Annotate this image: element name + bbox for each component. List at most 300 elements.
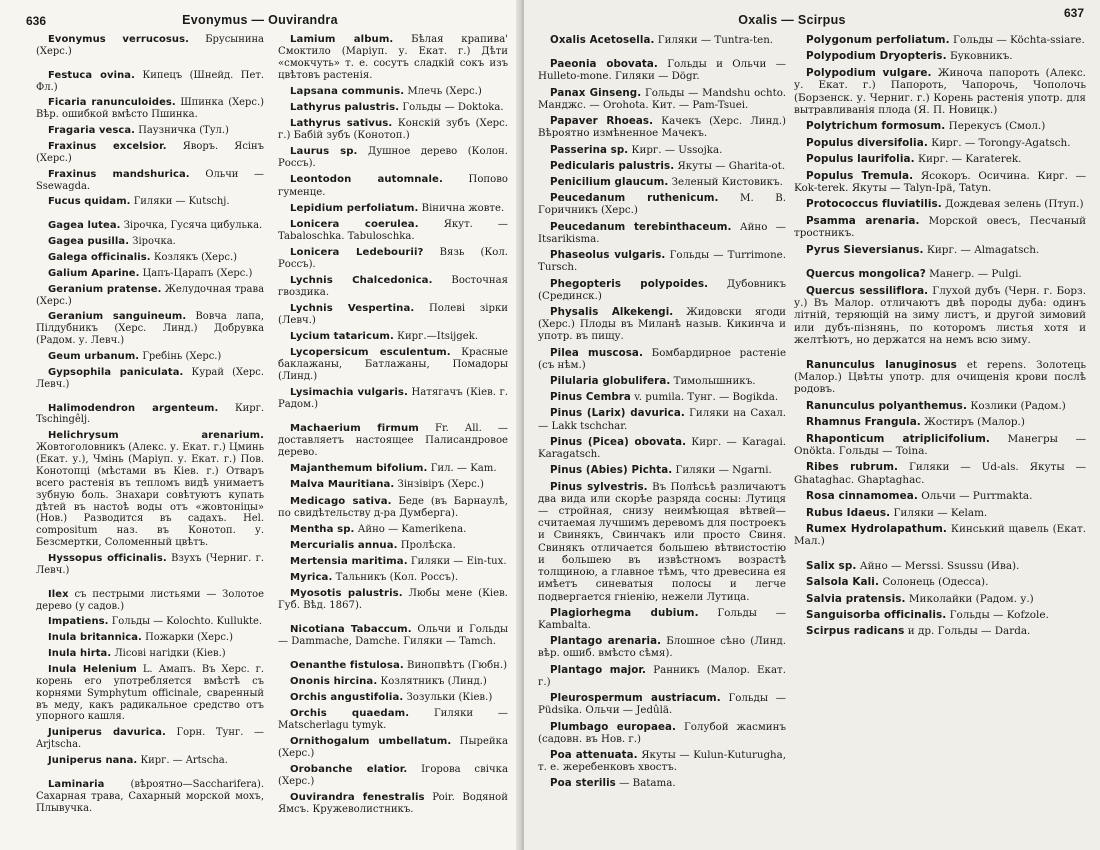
dictionary-entry bbox=[278, 479, 508, 491]
species-name: Nicotiana Tabaccum. bbox=[290, 623, 412, 635]
species-name: Laminaria bbox=[48, 778, 105, 790]
dictionary-entry bbox=[36, 268, 264, 280]
dictionary-entry bbox=[36, 779, 264, 815]
entry-text: Гиляки — Ud-als. Якуты — Ghataghac. Ghaptaghac. bbox=[794, 461, 1086, 486]
dictionary-entry bbox=[794, 50, 1086, 62]
dictionary-entry bbox=[538, 249, 786, 273]
species-name: Pyrus Sieversianus. bbox=[806, 243, 924, 256]
entry-text: Бомбардирное растеніе (съ нѣм.) bbox=[538, 346, 787, 371]
dictionary-entry bbox=[36, 403, 264, 427]
page-header bbox=[0, 12, 520, 34]
species-name: Mertensia maritima. bbox=[290, 555, 408, 567]
species-name: Poa sterilis bbox=[550, 777, 616, 790]
species-name: Lathyrus palustris. bbox=[290, 102, 400, 114]
dictionary-entry bbox=[538, 176, 786, 188]
entry-text: Тимолышникъ. bbox=[670, 375, 756, 388]
entry-text: Восточная гвоздика. bbox=[278, 274, 508, 298]
entry-text: Желудочная трава (Херс.) bbox=[36, 283, 264, 307]
dictionary-entry bbox=[794, 523, 1086, 548]
dictionary-entry bbox=[794, 285, 1086, 347]
entry-text: Айно — Itsarikisma. bbox=[538, 220, 786, 245]
dictionary-entry bbox=[36, 367, 264, 391]
entry-text: Гольды — Köchta-ssiare. bbox=[949, 34, 1085, 46]
dictionary-entry bbox=[278, 219, 508, 243]
dictionary-entry bbox=[278, 792, 508, 816]
species-name: Rosa cinnamomea. bbox=[806, 490, 918, 503]
dictionary-entry bbox=[278, 540, 508, 552]
dictionary-entry bbox=[36, 34, 264, 58]
dictionary-entry bbox=[538, 391, 786, 403]
species-name: Helichrysum arenarium. bbox=[48, 430, 264, 442]
entry-text: Зозульки (Кіев.) bbox=[403, 692, 493, 704]
species-name: Lathyrus sativus. bbox=[290, 118, 393, 130]
species-name: Geum urbanum. bbox=[48, 351, 140, 363]
dictionary-entry bbox=[36, 196, 264, 208]
dictionary-entry bbox=[278, 146, 508, 170]
dictionary-entry bbox=[36, 632, 264, 644]
entry-text: Блошное сѣно (Линд. вѣр. ошиб. вмѣсто сѣмя). bbox=[538, 635, 786, 660]
species-name: Sanguisorba officinalis. bbox=[806, 609, 947, 622]
dictionary-entry bbox=[278, 303, 508, 327]
dictionary-entry bbox=[538, 664, 786, 688]
species-name: Plumbago europaea. bbox=[550, 720, 677, 733]
entry-text: Вовча лапа, Пілдубникъ (Херс. Линд.) Добрувка (Радом. у. Левч.) bbox=[36, 311, 265, 347]
entry-text: Ольчи — Purrmakta. bbox=[917, 490, 1033, 503]
entry-text: Красные баклажаны, Батлажаны, Помадоры (Линд.) bbox=[278, 347, 508, 383]
entry-text: Козлики (Радом.) bbox=[967, 399, 1066, 412]
dictionary-entry bbox=[278, 174, 508, 198]
dictionary-entry bbox=[278, 275, 508, 299]
dictionary-entry bbox=[278, 676, 508, 688]
species-name: Phaseolus vulgaris. bbox=[550, 249, 666, 262]
dictionary-entry bbox=[278, 764, 508, 788]
dictionary-entry bbox=[36, 648, 264, 660]
dictionary-entry bbox=[36, 664, 264, 723]
species-name: Ornithogalum umbellatum. bbox=[290, 736, 452, 748]
entry-text: Конскій зубъ (Херс. г.) Бабій зубъ (Конотоп.) bbox=[278, 118, 508, 142]
dictionary-entry bbox=[794, 215, 1086, 240]
dictionary-entry bbox=[36, 220, 264, 232]
species-name: Orobanche elatior. bbox=[290, 764, 408, 776]
entry-text: Жовтоголовникъ (Алекс. у. Екат. г.) Цминь (Екат. у.), Чмінь (Маріуп. у. Екат. г.) Пов. Конотопці (мѣстами въ Кіев. г.) Отваръ всего растенія въ тепломъ видѣ унимаетъ зубную боль. Знахари совѣтуютъ купать дѣтей въ настоѣ воды отъ «жовтоніцы» (Нов.) Разводится въ садахъ. Hel. compositum нaз. въ Конотоп. у. Безсмертки, Соломенный цвѣтъ. bbox=[36, 442, 264, 549]
species-name: Hyssopus officinalis. bbox=[48, 552, 167, 564]
entry-text: Пожарки (Херс.) bbox=[141, 632, 233, 644]
dictionary-entry bbox=[278, 708, 508, 732]
entry-text: Бѣлая крапива' Смоктило (Маріуп. у. Екат. г.) Дѣти «смокчуть» т. е. сосутъ сладкій сокъ изъ цвѣтовъ растенія. bbox=[278, 34, 508, 82]
entry-text: Гиляки — Tuntra-ten. bbox=[654, 34, 774, 46]
right-page bbox=[524, 0, 1100, 850]
dictionary-entry bbox=[538, 436, 786, 460]
species-name: Majanthemum bifolium. bbox=[290, 463, 428, 475]
species-name: Salix sp. bbox=[806, 559, 857, 572]
species-name: Laurus sp. bbox=[290, 146, 358, 158]
entry-text: Лісові нагідки (Кіев.) bbox=[111, 648, 226, 660]
species-name: Evonymus verrucosus. bbox=[48, 34, 189, 45]
entry-text: Дождевая зелень (Птуп.) bbox=[941, 198, 1084, 211]
entry-text: Гольды и Ольчи — Hulleto-mone. Гиляки — Dögr. bbox=[538, 58, 786, 83]
species-name: Mercurialis annua. bbox=[290, 539, 398, 551]
entry-text: Морской овесъ, Песчаный тростникъ. bbox=[794, 214, 1087, 240]
dictionary-entry bbox=[278, 34, 508, 82]
entry-text: Цапъ-Царапъ (Херс.) bbox=[139, 267, 253, 279]
species-name: Galega officinalis. bbox=[48, 252, 151, 264]
species-name: Mentha sp. bbox=[290, 523, 355, 535]
species-name: Polypodium Dryopteris. bbox=[806, 50, 947, 63]
entry-text: Голубой жасминъ (садовн. въ Нов. г.) bbox=[538, 720, 786, 745]
species-name: Plantago major. bbox=[550, 663, 647, 676]
species-name: Penicilium glaucum. bbox=[550, 175, 669, 188]
dictionary-entry bbox=[278, 118, 508, 142]
species-name: Psamma arenaria. bbox=[806, 214, 920, 227]
dictionary-entry bbox=[36, 616, 264, 628]
entry-text: Гольды — Mandshu ochto. Манджс. — Orohota. Кит. — Pam-Tsuei. bbox=[538, 86, 786, 111]
dictionary-entry bbox=[36, 236, 264, 248]
species-name: Salsola Kali. bbox=[806, 576, 880, 589]
dictionary-entry bbox=[538, 692, 786, 716]
dictionary-entry bbox=[794, 625, 1086, 637]
entry-text: Якуты — Gharita-ot. bbox=[674, 159, 786, 172]
dictionary-entry bbox=[278, 463, 508, 475]
entry-text: Гиляки на Сахал. — Lakk tschchar. bbox=[538, 407, 787, 432]
entry-text: Ранникъ (Малор. Екат. г.) bbox=[538, 663, 786, 688]
species-name: Juniperus nana. bbox=[48, 754, 138, 766]
dictionary-entry bbox=[278, 624, 508, 648]
dictionary-entry bbox=[278, 692, 508, 704]
species-name: Ononis hircina. bbox=[290, 676, 378, 688]
entry-text: Кинський щавель (Екат. Мал.) bbox=[794, 523, 1086, 548]
dictionary-entry bbox=[794, 490, 1086, 502]
dictionary-entry bbox=[278, 496, 508, 520]
entry-text: Млечь (Херс.) bbox=[404, 86, 482, 98]
dictionary-entry bbox=[538, 407, 786, 431]
species-name: Inula britannica. bbox=[48, 632, 142, 644]
species-name: Rubus Idaeus. bbox=[806, 506, 891, 519]
entry-text: Ясокоръ. Осичина. Кирг. — Kok-terek. Якуты — Talyn-Ipä, Tatyn. bbox=[794, 169, 1086, 195]
dictionary-entry bbox=[278, 86, 508, 98]
entry-text: Горн. Тунг. — Arjtscha. bbox=[36, 727, 264, 751]
entry-text: Вязь (Кол. Россъ). bbox=[278, 246, 508, 270]
entry-text: et repens. Золотець (Малор.) Цвѣты употр. для очищенія крови послѣ родовъ. bbox=[794, 358, 1086, 396]
entry-text: Кирг. — Karaterek. bbox=[914, 153, 1022, 166]
dictionary-entry bbox=[538, 278, 786, 302]
dictionary-entry bbox=[794, 244, 1086, 256]
species-name: Populus diversifolia. bbox=[806, 136, 928, 149]
species-name: Polytrichum formosum. bbox=[806, 120, 946, 133]
dictionary-entry bbox=[538, 87, 786, 111]
dictionary-entry bbox=[794, 359, 1086, 396]
entry-text: Качекъ (Херс. Линд.) Вѣроятно измѣненное Мачекъ. bbox=[538, 115, 786, 140]
species-name: Gagea lutea. bbox=[48, 220, 121, 232]
entry-text: Кирг. — Karagai. Karagatsch. bbox=[538, 435, 786, 461]
dictionary-entry bbox=[538, 58, 786, 82]
species-name: Myrica. bbox=[290, 571, 333, 583]
species-name: Pilularia globulifera. bbox=[550, 375, 671, 388]
dictionary-entry bbox=[278, 247, 508, 271]
dictionary-entry bbox=[36, 97, 264, 121]
entry-text: L. Амапъ. Въ Херс. г. корень его употребляется вмѣстѣ съ корнями Symphytum officinale, сваренный въ меду, какъ радикальное средство отъ упорного кашля. bbox=[36, 663, 264, 723]
entry-text: Жостиръ (Малор.) bbox=[920, 416, 1025, 429]
entry-text: Гиляки — Ein-tux. bbox=[407, 555, 507, 567]
dictionary-entry bbox=[278, 588, 508, 612]
species-name: Gypsophila paniculata. bbox=[48, 366, 184, 378]
species-name: Scirpus radicans bbox=[806, 625, 905, 638]
species-name: Medicago sativa. bbox=[290, 495, 392, 507]
species-name: Lepidium perfoliatum. bbox=[290, 202, 419, 214]
dictionary-entry bbox=[794, 153, 1086, 165]
dictionary-entry bbox=[794, 400, 1086, 412]
dictionary-entry bbox=[278, 572, 508, 584]
species-name: Ranunculus polyanthemus. bbox=[806, 399, 968, 412]
species-name: Halimodendron argenteum. bbox=[48, 402, 219, 414]
species-name: Leontodon automnale. bbox=[290, 174, 443, 186]
running-title: Evonymus — Ouvirandra bbox=[182, 13, 338, 27]
entry-text: Айно — Merssi. Ssussu (Ива). bbox=[856, 559, 1020, 572]
dictionary-entry bbox=[538, 160, 786, 172]
entry-text: — Batama. bbox=[615, 777, 676, 790]
entry-text: Зінзівіръ (Херс.) bbox=[394, 479, 484, 491]
entry-text: Зірочка, Гусяча цибулька. bbox=[120, 220, 263, 232]
dictionary-entry bbox=[794, 507, 1086, 519]
species-name: Panax Ginseng. bbox=[550, 86, 642, 99]
entry-text: Гиляки — Ngarni. bbox=[672, 464, 772, 477]
entry-text: Вінична жовте. bbox=[418, 202, 505, 214]
dictionary-entry bbox=[36, 70, 264, 94]
dictionary-entry bbox=[538, 607, 786, 631]
entry-text: Кирг. — Almagatsch. bbox=[923, 243, 1040, 256]
species-name: Populus laurifolia. bbox=[806, 153, 915, 166]
page-number: 637 bbox=[1063, 6, 1084, 20]
entry-text: Манегры — Onökta. Гольды — Toina. bbox=[794, 432, 1086, 457]
dictionary-entry bbox=[538, 777, 786, 789]
species-name: Pedicularis palustris. bbox=[550, 159, 675, 172]
entry-text: Манегр. — Pulgi. bbox=[925, 268, 1022, 281]
text-column bbox=[36, 34, 264, 818]
entry-text: Зірочка. bbox=[129, 236, 176, 248]
entry-text: и др. Гольды — Darda. bbox=[904, 625, 1031, 638]
species-name: Juniperus davurica. bbox=[48, 727, 166, 739]
species-name: Paeonia obovata. bbox=[550, 58, 658, 71]
entry-text: Гольды — Kofzole. bbox=[946, 609, 1049, 622]
entry-text: Гил. — Kam. bbox=[427, 463, 497, 475]
dictionary-entry bbox=[794, 268, 1086, 280]
dictionary-entry bbox=[794, 137, 1086, 149]
entry-text: Пролѣска. bbox=[397, 539, 456, 551]
species-name: Rumex Hydrolapathum. bbox=[806, 523, 947, 535]
entry-text: Взухъ (Черниг. г. Левч.) bbox=[36, 552, 264, 576]
species-name: Pinus Cembra bbox=[550, 391, 631, 404]
entry-text: Дубовникъ (Срединск.) bbox=[538, 277, 786, 302]
species-name: Ouvirandra fenestralis bbox=[290, 792, 425, 804]
species-name: Ranunculus lanuginosus bbox=[806, 358, 957, 371]
entry-text: Кирг. — Ussojka. bbox=[628, 143, 723, 156]
species-name: Festuca ovina. bbox=[48, 69, 135, 81]
entry-text: Козлятникъ (Линд.) bbox=[377, 676, 487, 688]
species-name: Orchis quaedam. bbox=[290, 708, 410, 720]
species-name: Gagea pusilla. bbox=[48, 236, 130, 248]
species-name: Quercus sessiliflora. bbox=[806, 284, 929, 297]
dictionary-entry bbox=[794, 461, 1086, 486]
entry-text: v. pumila. Тунг. — Bogikda. bbox=[630, 391, 779, 404]
entry-text: Якут. — Tabaloschka. Tabuloschka. bbox=[278, 218, 509, 242]
dictionary-entry bbox=[794, 170, 1086, 195]
entry-text: Паузничка (Тул.) bbox=[135, 125, 229, 137]
species-name: Pinus sylvestris. bbox=[550, 480, 648, 493]
entry-text: Гольды — Kambalta. bbox=[538, 606, 786, 631]
entry-text: Гольды — Doktoka. bbox=[399, 102, 504, 114]
entry-text: Миколайки (Радом. у.) bbox=[905, 592, 1034, 605]
entry-text: Гиляки — Kelam. bbox=[890, 506, 988, 519]
species-name: Ficaria ranunculoides. bbox=[48, 97, 176, 109]
species-name: Poa attenuata. bbox=[550, 748, 638, 761]
species-name: Pleurospermum austriacum. bbox=[550, 692, 721, 705]
species-name: Polypodium vulgare. bbox=[806, 66, 932, 79]
dictionary-entry bbox=[36, 351, 264, 363]
entry-text: Любы мене (Кіев. Губ. Вѣд. 1867). bbox=[278, 587, 508, 611]
entry-text: Винопвѣтъ (Гюбн.) bbox=[403, 659, 508, 671]
species-name: Lamium album. bbox=[290, 34, 394, 45]
species-name: Peucedanum terebinthaceum. bbox=[550, 220, 732, 233]
dictionary-entry bbox=[794, 34, 1086, 46]
text-column bbox=[794, 34, 1086, 642]
species-name: Phegopteris polypoides. bbox=[550, 277, 709, 290]
dictionary-entry bbox=[36, 755, 264, 767]
species-name: Rhamnus Frangula. bbox=[806, 416, 921, 429]
dictionary-entry bbox=[278, 524, 508, 536]
species-name: Galium Aparine. bbox=[48, 267, 140, 279]
entry-text: Гольды — Püdsika. Ольчи — Jedûlä. bbox=[538, 692, 786, 717]
dictionary-entry bbox=[278, 102, 508, 114]
species-name: Oxalis Acetosella. bbox=[550, 34, 655, 46]
dictionary-entry bbox=[794, 67, 1086, 117]
entry-text: Яворъ. Ясінъ (Херс.) bbox=[36, 141, 265, 164]
dictionary-entry bbox=[278, 347, 508, 383]
dictionary-entry bbox=[538, 115, 786, 139]
species-name: Lysimachia vulgaris. bbox=[290, 387, 408, 399]
species-name: Impatiens. bbox=[48, 616, 109, 628]
species-name: Lychnis Vespertina. bbox=[290, 302, 415, 314]
dictionary-entry bbox=[36, 311, 264, 347]
species-name: Fragaria vesca. bbox=[48, 125, 136, 137]
species-name: Inula hirta. bbox=[48, 648, 112, 660]
species-name: Quercus mongolica? bbox=[806, 268, 926, 281]
dictionary-entry bbox=[36, 430, 264, 549]
species-name: Lycopersicum esculentum. bbox=[290, 347, 451, 359]
entry-text: Айно — Kamerikena. bbox=[354, 523, 467, 535]
dictionary-entry bbox=[538, 306, 786, 343]
species-name: Machaerium firmum bbox=[290, 423, 419, 435]
entry-text: Попово гуменце. bbox=[278, 174, 508, 198]
species-name: Plantago arenaria. bbox=[550, 635, 662, 648]
species-name: Lonicera coerulea. bbox=[290, 218, 419, 230]
entry-text: Беде (въ Барнаулѣ, по свидѣтельству д-ра Думберга). bbox=[278, 495, 508, 519]
dictionary-entry bbox=[278, 387, 508, 411]
entry-text: Якуты — Kulun-Kuturugha, т. е. жеребенковъ хвостъ. bbox=[538, 748, 786, 774]
entry-text: Тальникъ (Кол. Россъ). bbox=[332, 571, 459, 583]
dictionary-entry bbox=[538, 221, 786, 245]
entry-text: Ольчи и Гольды — Dammache, Damche. Гиляки — Tamch. bbox=[278, 623, 508, 647]
entry-text: Жидовски ягоди (Херс.) Плоды въ Миланѣ назыв. Кикинча и употр. въ пищу. bbox=[538, 305, 786, 343]
dictionary-entry bbox=[794, 593, 1086, 605]
entry-text: Кирг.—Itsijgek. bbox=[393, 330, 479, 342]
entry-text: Пырейка (Херс.) bbox=[278, 736, 508, 760]
entry-text: Кирг. Tschingêlj. bbox=[36, 402, 264, 426]
species-name: Physalis Alkekengi. bbox=[550, 305, 674, 318]
dictionary-entry bbox=[794, 560, 1086, 572]
entry-text: Солонець (Одесса). bbox=[879, 576, 989, 589]
entry-text: Жиноча папороть (Алекс. у. Екат. г.) Папороть, Чапорочь, Чополочь (Борзенск. у. Черниг. г.) Корень растенія употр. для вытравливанія плода (Я. П. Новицк.) bbox=[794, 66, 1086, 117]
species-name: Lychnis Chalcedonica. bbox=[290, 274, 433, 286]
species-name: Fucus quidam. bbox=[48, 196, 131, 208]
dictionary-entry bbox=[278, 331, 508, 343]
entry-text: Ольчи — Ssewagda. bbox=[36, 168, 264, 192]
text-column bbox=[278, 34, 508, 820]
dictionary-entry bbox=[794, 120, 1086, 132]
species-name: Fraxinus excelsior. bbox=[48, 141, 167, 153]
dictionary-entry bbox=[36, 252, 264, 264]
dictionary-entry bbox=[794, 433, 1086, 458]
species-name: Pinus (Abies) Pichta. bbox=[550, 464, 673, 477]
page-number: 636 bbox=[26, 14, 47, 28]
entry-text: Кирг. — Artscha. bbox=[137, 754, 228, 766]
species-name: Populus Tremula. bbox=[806, 169, 914, 182]
dictionary-entry bbox=[36, 589, 264, 613]
species-name: Pinus (Larix) davurica. bbox=[550, 407, 685, 420]
dictionary-entry bbox=[36, 553, 264, 577]
dictionary-entry bbox=[278, 736, 508, 760]
dictionary-entry bbox=[794, 609, 1086, 621]
entry-text: Душное дерево (Колон. Россъ). bbox=[278, 146, 508, 170]
entry-text: Полеві зірки (Левч.) bbox=[278, 302, 509, 326]
species-name: Pilea muscosa. bbox=[550, 346, 643, 359]
dictionary-entry bbox=[538, 144, 786, 156]
species-name: Lycium tataricum. bbox=[290, 330, 394, 342]
species-name: Ribes rubrum. bbox=[806, 461, 899, 474]
species-name: Geranium pratense. bbox=[48, 283, 162, 295]
species-name: Oenanthe fistulosa. bbox=[290, 659, 404, 671]
entry-text: съ пестрыми листьями — Золотое дерево (у садов.) bbox=[36, 588, 264, 612]
species-name: Malva Mauritiana. bbox=[290, 479, 395, 491]
species-name: Orchis angustifolia. bbox=[290, 692, 404, 704]
species-name: Papaver Rhoeas. bbox=[550, 115, 654, 128]
entry-text: Шпинка (Херс.) Вѣр. ошибкой вмѣсто Пшинка. bbox=[36, 97, 264, 121]
species-name: Inula Helenium bbox=[48, 663, 137, 675]
entry-text: Гольды — Turrimone. Tursch. bbox=[538, 249, 787, 274]
dictionary-entry bbox=[538, 464, 786, 476]
dictionary-entry bbox=[36, 169, 264, 193]
dictionary-entry bbox=[538, 347, 786, 371]
dictionary-entry bbox=[538, 481, 786, 603]
dictionary-entry bbox=[36, 125, 264, 137]
entry-text: Poir. Водяной Ямсъ. Кружеволистникъ. bbox=[278, 792, 508, 816]
entry-text: Глухой дубъ (Черн. г. Борз. у.) Въ Малор. отличаютъ двѣ породы дуба: одинъ літній, теряющій на зиму листъ, и другой зимовий или дубъ-пізнянь, по которомъ листья хотя и желтѣютъ, но держатся на немъ всю зиму. bbox=[794, 284, 1087, 347]
running-title: Oxalis — Scirpus bbox=[738, 13, 846, 27]
entry-text: Зеленый Кистовикъ. bbox=[668, 175, 783, 188]
dictionary-entry bbox=[538, 749, 786, 773]
entry-text: Гиляки — Matscherlagu tymyk. bbox=[278, 708, 508, 732]
entry-text: Кипецъ (Шнейд. Пет. Фл.) bbox=[36, 69, 264, 93]
entry-text: Гольды — Kolochto. Kullukte. bbox=[108, 616, 263, 628]
dictionary-entry bbox=[538, 721, 786, 745]
entry-text: Козлякъ (Херс.) bbox=[150, 252, 237, 264]
left-page bbox=[0, 0, 520, 850]
dictionary-entry bbox=[278, 660, 508, 672]
species-name: Passerina sp. bbox=[550, 143, 629, 156]
entry-text: Fr. All. — доставляетъ настоящее Палисандровое дерево. bbox=[278, 423, 508, 459]
dictionary-entry bbox=[538, 192, 786, 216]
entry-text: Буковникъ. bbox=[946, 50, 1013, 63]
dictionary-entry bbox=[794, 576, 1086, 588]
species-name: Pinus (Picea) obovata. bbox=[550, 435, 687, 448]
